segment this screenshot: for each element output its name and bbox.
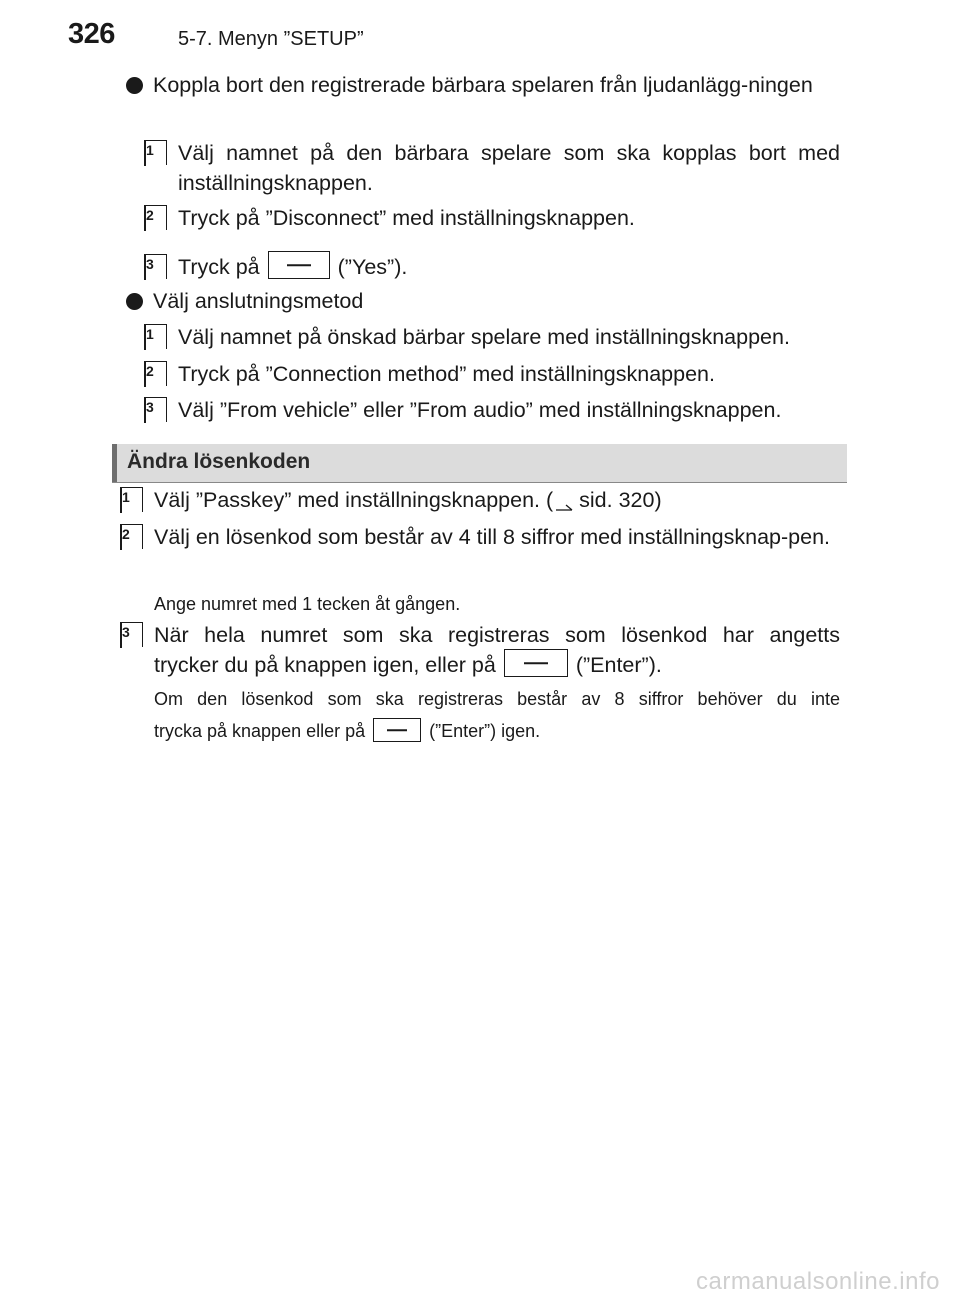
step-number: 3 (144, 397, 167, 422)
step-text: Välj namnet på önskad bärbar spelare med inställningsknappen. (178, 325, 790, 349)
bullet-title: Koppla bort den registrerade bärbara spelaren från ljudanlägg-ningen (153, 73, 813, 97)
bullet-dot-icon (126, 293, 143, 310)
step-note-line2 (154, 715, 840, 747)
heading-accent (112, 444, 117, 482)
page-reference-link[interactable]: sid. 320) (579, 488, 662, 512)
step-text-with-link (154, 485, 844, 515)
note-text-after: (”Enter”) igen. (429, 721, 541, 741)
enter-button-icon (504, 649, 568, 677)
step-text: Välj namnet på den bärbara spelare som ska kopplas bort med inställningsknappen. (178, 141, 840, 195)
section-header: 5-7. Menyn ”SETUP” (178, 28, 364, 50)
page-number: 326 (68, 18, 115, 50)
step-text: Välj en lösenkod som består av 4 till 8 siffror med inställningsknap-pen. (154, 525, 831, 549)
step-text-before: trycker du på knappen igen, eller på (154, 653, 496, 677)
step-number: 1 (144, 140, 167, 165)
step-note: Ange numret med 1 tecken åt gången. (154, 594, 461, 614)
step-text: Tryck på ”Connection method” med inställningsknappen. (178, 362, 715, 386)
step-text: Tryck på ”Disconnect” med inställningsknappen. (178, 206, 635, 230)
arrow-right-icon (555, 492, 575, 504)
step-text-line1: När hela numret som ska registreras som lösenkod har angetts (154, 623, 840, 647)
step-number: 3 (120, 622, 143, 647)
section-heading-bar (112, 444, 847, 483)
section-heading: Ändra lösenkoden (127, 450, 311, 473)
step-note-line1: Om den lösenkod som ska registreras består av 8 siffror behöver du inte (154, 689, 840, 709)
step-text-after: (”Enter”). (575, 653, 662, 677)
step-text-before: Tryck på (178, 255, 260, 279)
step-text-before: Välj ”Passkey” med inställningsknappen. ( (154, 488, 554, 512)
step-text: Välj ”From vehicle” eller ”From audio” med inställningsknappen. (178, 398, 782, 422)
step-text-with-button (178, 252, 840, 282)
bullet-title: Välj anslutningsmetod (153, 289, 364, 313)
note-text-before: trycka på knappen eller på (154, 721, 366, 741)
step-number: 3 (144, 254, 167, 279)
step-number: 1 (144, 324, 167, 349)
step-text-after: (”Yes”). (337, 255, 408, 279)
step-number: 2 (144, 205, 167, 230)
step-text-line2 (154, 650, 840, 680)
watermark: carmanualsonline.info (696, 1268, 940, 1295)
yes-button-icon (268, 251, 330, 279)
bullet-dot-icon (126, 77, 143, 94)
step-number: 2 (144, 361, 167, 386)
step-number: 1 (120, 487, 143, 512)
enter-button-icon (373, 718, 421, 742)
step-number: 2 (120, 524, 143, 549)
